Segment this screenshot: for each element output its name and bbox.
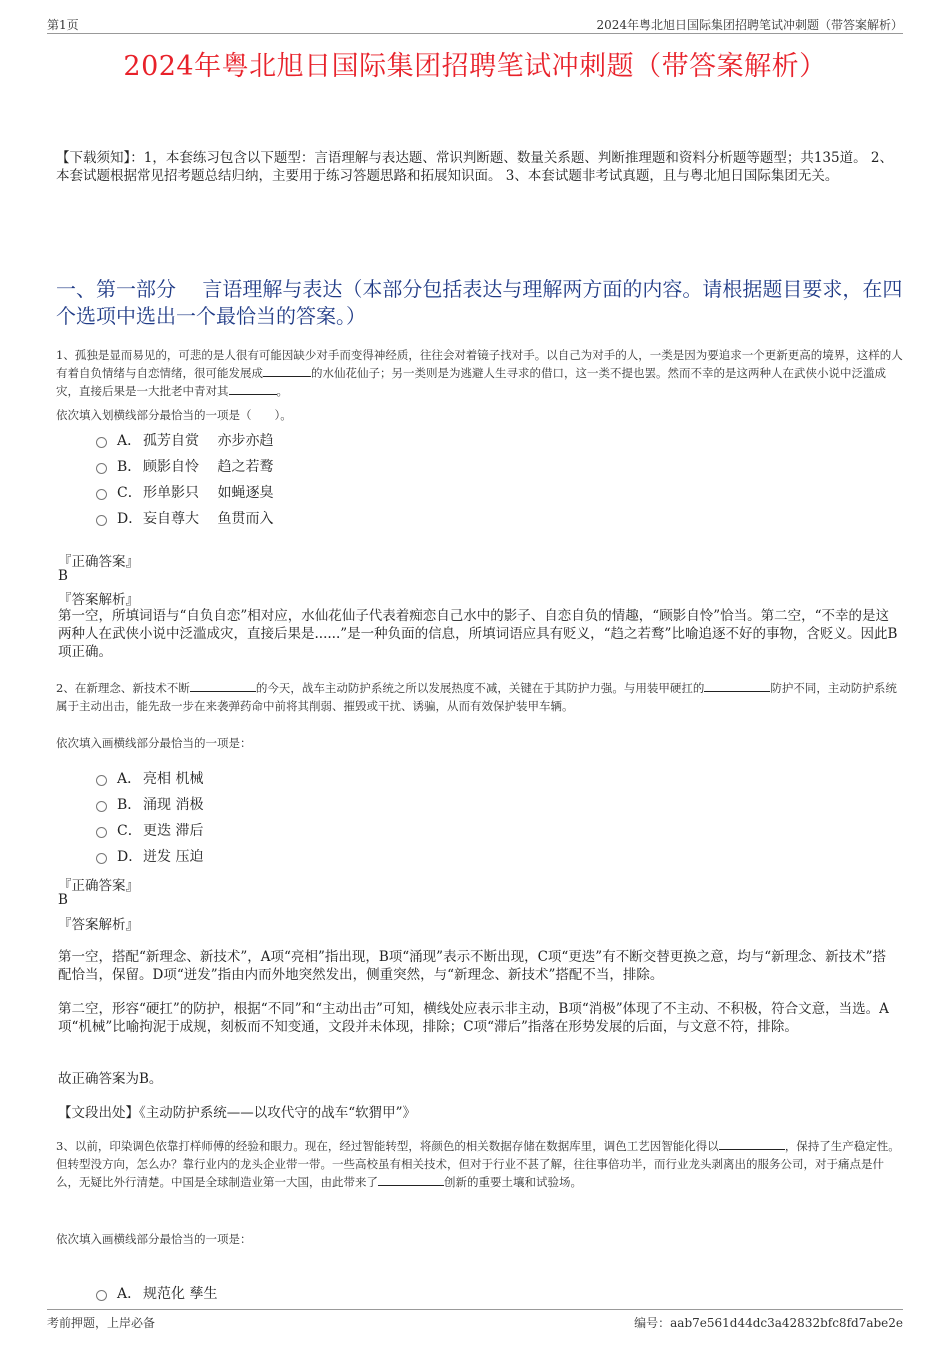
q1-text-b: 的水仙花仙子；另一类则是为逃避人生寻求的借口，这一类不提也罢。然而不幸的是这两种人在武侠小说中泛滥成灾，直接后果是一大批老中青对其 <box>56 366 886 398</box>
q2-answer-label: 『正确答案』 <box>58 878 139 894</box>
q1-analysis-label: 『答案解析』 <box>58 592 139 608</box>
page-title: 2024年粤北旭日国际集团招聘笔试冲刺题（带答案解析） <box>123 51 827 82</box>
q2-analysis-p2: 第二空，形容“硬扛”的防护，根据“不同”和“主动出击”可知，横线处应表示非主动，B项“消极”体现了不主动、不积极，符合文意，当选。A项“机械”比喻拘泥于成规，刻板而不知变通，文段并未体现，排除；C项“滞后”指落在形势发展的后面，与文意不符，排除。 <box>58 1001 889 1035</box>
q1-text-a: 1、孤独是显而易见的，可悲的是人很有可能因缺少对手而变得神经质，往往会对着镜子找对手。以自己为对手的人，一类是因为要追求一个更新更高的境界，这样的人有着自负情绪与自恋情绪，很可能发展成 <box>56 348 903 380</box>
radio-icon[interactable] <box>96 515 107 526</box>
q3-blank-1 <box>719 1137 785 1150</box>
question-2-text: 2、在新理念、新技术不断 的今天，战车主动防护系统之所以发展热度不减，关键在于其防护力强。与用装甲硬扛的 防护不同，主动防护系统属于主动出击，能先敌一步在来袭弹药命中前将其削弱、摧毁或干扰、诱骗，从而有效保护装甲车辆。 <box>56 681 897 713</box>
q2-source: 【文段出处】《主动防护系统——以攻代守的战车“软猬甲”》 <box>58 1105 417 1121</box>
q1-text-c: 。 <box>276 384 288 398</box>
q1-option-a[interactable]: A． 孤芳自赏 亦步亦趋 <box>96 430 273 450</box>
question-3-text: 3、以前，印染调色依靠打样师傅的经验和眼力。现在，经过智能转型，将颜色的相关数据存储在数据库里，调色工艺因智能化得以 ，保持了生产稳定性。但转型没方向，怎么办？靠行业内的龙头企业带一带。一些高校虽有相关技术，但对于行业不甚了解，往往事倍功半，而行业龙头剥离出的服务公司，对于痛点是什么，无疑比外行清楚。中国是全球制造业第一大国，由此带来了 创新的重要土壤和试验场。 <box>56 1139 900 1189</box>
q2-answer: B <box>58 892 68 908</box>
q3-blank-2 <box>378 1173 444 1186</box>
radio-icon[interactable] <box>96 1290 107 1301</box>
header-divider <box>47 33 903 34</box>
q2-analysis-p3: 故正确答案为B。 <box>58 1071 163 1087</box>
radio-icon[interactable] <box>96 801 107 812</box>
q2-option-d[interactable]: D． 迸发 压迫 <box>96 846 203 866</box>
q2-analysis-p1: 第一空，搭配“新理念、新技术”，A项“亮相”指出现，B项“涌现”表示不断出现，C项“更迭”有不断交替更换之意，均与“新理念、新技术”搭配恰当，保留。D项“迸发”指由内而外地突然发出，侧重突然，与“新理念、新技术”搭配不当，排除。 <box>58 949 887 983</box>
q1-blank-1 <box>263 364 311 377</box>
q2-analysis-label: 『答案解析』 <box>58 917 139 933</box>
footer-divider <box>47 1309 903 1310</box>
page-number: 第1页 <box>47 18 79 32</box>
footer-code: 编号：aab7e561d44dc3a42832bfc8fd7abe2e <box>634 1316 903 1330</box>
q2-blank-1 <box>190 679 256 692</box>
radio-icon[interactable] <box>96 489 107 500</box>
q2-option-b[interactable]: B． 涌现 消极 <box>96 794 203 814</box>
q1-option-d[interactable]: D． 妄自尊大 鱼贯而入 <box>96 508 273 528</box>
header-doc-title: 2024年粤北旭日国际集团招聘笔试冲刺题（带答案解析） <box>596 18 903 32</box>
radio-icon[interactable] <box>96 827 107 838</box>
q1-option-b[interactable]: B． 顾影自怜 趋之若鹜 <box>96 456 273 476</box>
q1-answer: B <box>58 568 68 584</box>
q2-option-a[interactable]: A． 亮相 机械 <box>96 768 203 788</box>
q3-option-a[interactable]: A． 规范化 孳生 <box>96 1283 217 1303</box>
q2-blank-2 <box>704 679 770 692</box>
radio-icon[interactable] <box>96 437 107 448</box>
radio-icon[interactable] <box>96 775 107 786</box>
download-notice: 【下载须知】：1，本套练习包含以下题型：言语理解与表达题、常识判断题、数量关系题、判断推理题和资料分析题等题型；共135道。 2、本套试题根据常见招考题总结归纳，主要用于练习答题思路和拓展知识面。 3、本套试题非考试真题，且与粤北旭日国际集团无关。 <box>56 150 893 184</box>
question-2-prompt: 依次填入画横线部分最恰当的一项是： <box>56 736 252 750</box>
radio-icon[interactable] <box>96 463 107 474</box>
question-3-prompt: 依次填入画横线部分最恰当的一项是： <box>56 1232 252 1246</box>
q1-analysis: 第一空，所填词语与“自负自恋”相对应，水仙花仙子代表着痴恋自己水中的影子、自恋自负的情趣，“顾影自怜”恰当。第二空，“不幸的是这两种人在武侠小说中泛滥成灾，直接后果是......”是一种负面的信息，所填词语应具有贬义，“趋之若鹜”比喻追逐不好的事物，含贬义。因此B项正确。 <box>58 608 898 660</box>
footer-slogan: 考前押题，上岸必备 <box>47 1316 156 1330</box>
question-1-text <box>56 346 906 400</box>
q1-blank-2 <box>229 382 277 395</box>
question-1-prompt: 依次填入划横线部分最恰当的一项是（ ）。 <box>56 408 292 422</box>
section-heading: 一、第一部分 言语理解与表达（本部分包括表达与理解两方面的内容。请根据题目要求，在四个选项中选出一个最恰当的答案。） <box>56 277 903 328</box>
q1-answer-label: 『正确答案』 <box>58 554 139 570</box>
q1-option-c[interactable]: C． 形单影只 如蝇逐臭 <box>96 482 273 502</box>
q2-option-c[interactable]: C． 更迭 滞后 <box>96 820 203 840</box>
radio-icon[interactable] <box>96 853 107 864</box>
